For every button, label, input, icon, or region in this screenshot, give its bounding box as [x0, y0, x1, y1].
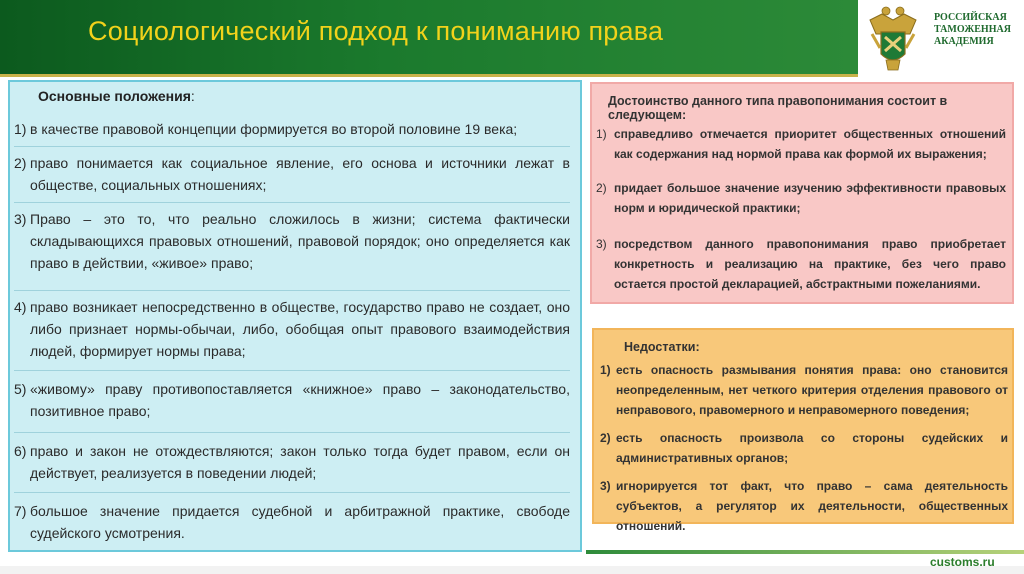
list-item-text: игнорируется тот факт, что право – сама деятельность субъектов, а регулятор их деятельности, общественных отношений. [616, 479, 1008, 533]
list-item [10, 208, 570, 274]
list-item [596, 124, 1006, 164]
list-item-number: 2) [596, 181, 607, 195]
list-item-text: Право – это то, что реально сложилось в жизни; система фактически складывающихся правовых отношений, правовой порядок; оно определяется как право в действии, «живое» право; [30, 211, 570, 271]
footer-accent-line [586, 550, 1024, 554]
logo-line-3: АКАДЕМИЯ [934, 36, 994, 47]
customs-emblem-icon [864, 4, 922, 74]
list-item-number: 7) [14, 503, 27, 519]
list-item-text: большое значение придается судебной и арбитражной практике, свободе судейского усмотрения. [30, 503, 570, 541]
list-item-number: 1) [596, 127, 607, 141]
list-item [596, 234, 1006, 294]
list-item-number: 3) [596, 237, 607, 251]
logo-text [934, 12, 1011, 48]
list-item-text: справедливо отмечается приоритет общественных отношений как содержания над нормой права как формой их выражения; [614, 127, 1006, 161]
header-bar [0, 0, 858, 74]
list-item-text: право понимается как социальное явление, его основа и источники лежат в обществе, социальных отношениях; [30, 155, 570, 193]
list-item-number: 5) [14, 381, 27, 397]
site-link[interactable]: customs.ru [930, 555, 995, 569]
divider [14, 370, 570, 371]
advantages-title: Достоинство данного типа правопонимания состоит в следующем: [608, 94, 948, 122]
main-provisions-title-colon: : [190, 88, 195, 104]
list-item-text: посредством данного правопонимания право приобретает конкретность и реализацию на практике, без чего право остается простой декларацией, абстрактными пожеланиями. [614, 237, 1006, 291]
logo-line-2: ТАМОЖЕННАЯ [934, 24, 1011, 35]
disadvantages-title: Недостатки: [624, 340, 700, 354]
list-item-number: 3) [14, 211, 27, 227]
list-item [10, 118, 570, 140]
list-item [10, 378, 570, 422]
list-item-number: 1) [14, 121, 27, 137]
logo-line-1: РОССИЙСКАЯ [934, 12, 1007, 23]
advantages-panel [590, 82, 1014, 304]
list-item-text: есть опасность размывания понятия права: оно становится неопределенным, нет четкого критерия отделения правового от неправового, правомерного и неправомерного поведения; [616, 363, 1008, 417]
divider [14, 432, 570, 433]
list-item [10, 440, 570, 484]
list-item [600, 360, 1008, 420]
list-item [600, 428, 1008, 468]
list-item [10, 296, 570, 362]
header-stripe [0, 74, 858, 77]
disadvantages-panel [592, 328, 1014, 533]
list-item-number: 1) [600, 363, 611, 377]
list-item-number: 3) [600, 479, 611, 493]
list-item-text: придает большое значение изучению эффективности правовых норм и юридической практики; [614, 181, 1006, 215]
divider [14, 146, 570, 147]
main-provisions-panel [8, 80, 582, 552]
divider [14, 492, 570, 493]
main-provisions-title [38, 88, 195, 104]
list-item-text: «живому» праву противопоставляется «книжное» право – законодательство, позитивное право; [30, 381, 570, 419]
list-item-text: в качестве правовой концепции формируется во второй половине 19 века; [30, 121, 518, 137]
list-item-number: 2) [14, 155, 27, 171]
divider [14, 202, 570, 203]
footer-bar [0, 566, 1024, 574]
list-item-text: есть опасность произвола со стороны судейских и административных органов; [616, 431, 1008, 465]
page-title: Социологический подход к пониманию права [88, 16, 664, 46]
list-item [10, 500, 570, 544]
main-provisions-title-text: Основные положения [38, 88, 191, 104]
list-item-number: 6) [14, 443, 27, 459]
list-item-number: 2) [600, 431, 611, 445]
divider [14, 290, 570, 291]
list-item [600, 476, 1008, 533]
list-item-text: право и закон не отождествляются; закон только тогда будет правом, если он действует, реализуется в поведении людей; [30, 443, 570, 481]
list-item-text: право возникает непосредственно в обществе, государство право не создает, оно либо признает нормы-обычаи, либо, обобщая опыт правового взаимодействия людей, формирует нормы права; [30, 299, 570, 359]
list-item [10, 152, 570, 196]
list-item-number: 4) [14, 299, 27, 315]
list-item [596, 178, 1006, 218]
